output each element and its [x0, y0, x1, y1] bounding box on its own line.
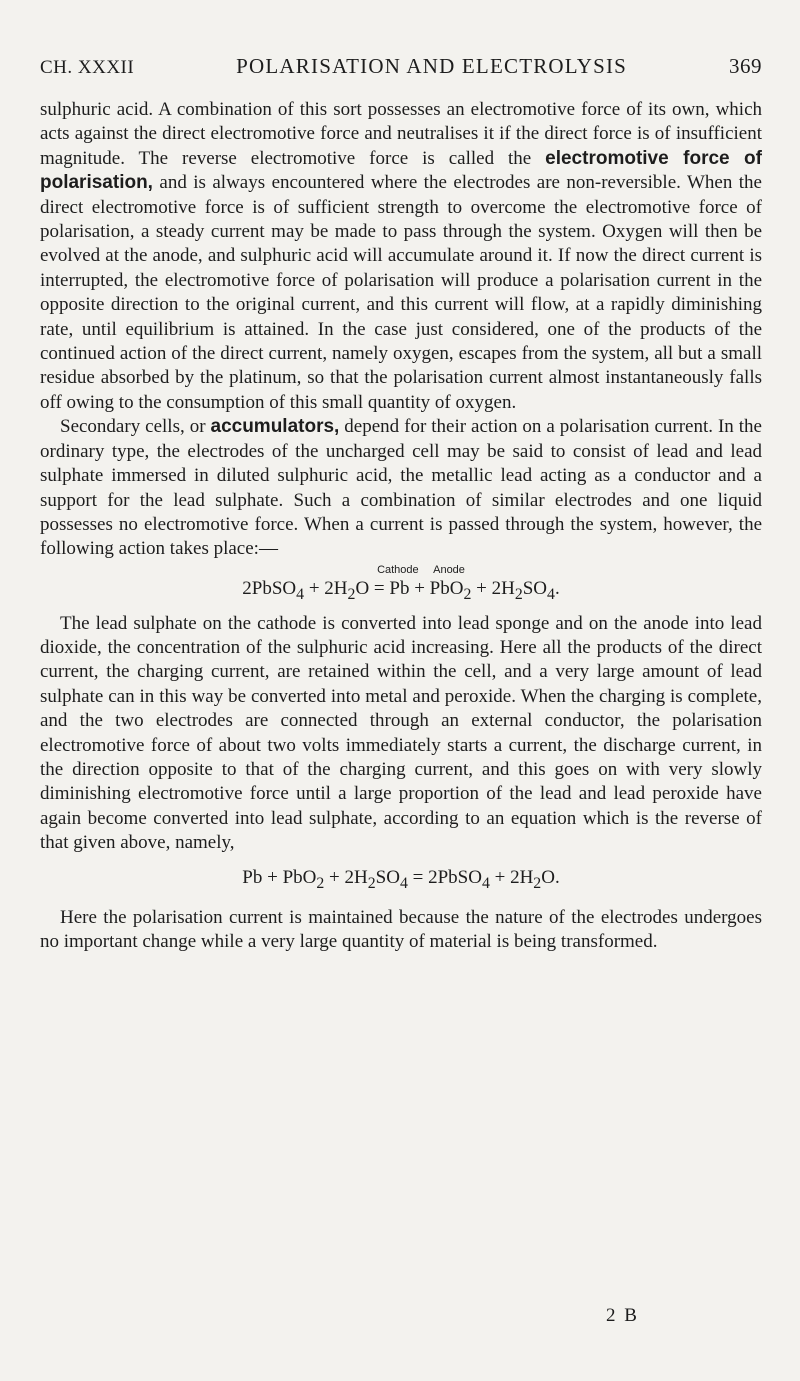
discharge-equation: [40, 866, 762, 896]
paragraph-text: Secondary cells, or: [60, 416, 211, 438]
eq-text: SO: [522, 577, 548, 599]
eq-subscript: 2: [514, 585, 523, 603]
charging-equation: [40, 576, 762, 608]
paragraph-text: depend for their action on a polarisation current. In the ordinary type, the electrodes of the uncharged cell may be said to consist of lead and lead sulphate immersed in diluted sulphuric acid, the metallic lead acting as a conductor and a support for the lead sulphate. Such a combination of similar electrodes and one liquid possesses no electromotive force. When a current is passed through the system, however, the following action takes place:—: [40, 416, 762, 560]
eq-text: 2PbSO: [242, 577, 297, 599]
eq-text: O.: [541, 866, 560, 888]
eq-text: O = Pb + PbO: [355, 577, 464, 599]
anode-label: Anode: [433, 563, 465, 576]
eq-text: .: [554, 577, 560, 599]
charging-equation-block: [40, 564, 762, 608]
paragraph-text: and is always encountered where the electrodes are non-reversible. When the direct electromotive force is of sufficient strength to overcome the electromotive force of polarisation, a steady current may be made to pass through the system. Oxygen will then be evolved at the anode, and sulphuric acid will accumulate around it. If now the direct current is interrupted, the electromotive force of polarisation will produce a polarisation current in the opposite direction to the original current, and this current will flow, at a rapidly diminishing rate, until equilibrium is attained. In the case just considered, one of the products of the continued action of the direct current, namely oxygen, escapes from the system, all but a small residue absorbed by the platinum, so that the polarisation current almost instantaneously falls off owing to the consumption of this small quantity of oxygen.: [40, 172, 762, 413]
eq-subscript: 4: [481, 874, 490, 892]
paragraph-maintained: Here the polarisation current is maintained because the nature of the electrodes undergoes no important change while a very large quantity of material is being transformed.: [40, 906, 762, 953]
eq-text: + 2H: [324, 866, 368, 888]
eq-subscript: 4: [399, 874, 408, 892]
eq-text: = 2PbSO: [407, 866, 482, 888]
eq-subscript: 4: [296, 585, 305, 603]
term-electromotive-force-of-polarisation: electromotive force of polarisation,: [40, 147, 762, 194]
eq-text: + 2H: [489, 866, 534, 888]
eq-subscript: 2: [463, 585, 472, 603]
page-number: 369: [728, 54, 762, 78]
eq-text: Pb + PbO: [242, 866, 317, 888]
signature-mark: 2 B: [606, 1305, 639, 1326]
running-title: POLARISATION AND ELECTROLYSIS: [236, 54, 628, 78]
eq-text: + 2H: [304, 577, 348, 599]
eq-subscript: 4: [547, 585, 555, 603]
eq-text: SO: [375, 866, 400, 888]
term-accumulators: accumulators,: [210, 416, 340, 438]
page-body: [40, 98, 762, 955]
paragraph-charging: The lead sulphate on the cathode is converted into lead sponge and on the anode into lead dioxide, the concentration of the sulphuric acid increasing. Here all the products of the direct current, the charging current, are retained within the cell, and a very large amount of lead sulphate can in this way be converted into metal and peroxide. When the charging is complete, and the two electrodes are connected through an external conductor, the polarisation electromotive force of about two volts immediately starts a current, the discharge current, in the direction opposite to that of the charging current, and this goes on with very slowly diminishing electromotive force until a large proportion of the lead and lead peroxide have again become converted into lead sulphate, according to an equation which is the reverse of that given above, namely,: [40, 612, 762, 854]
cathode-label: Cathode: [377, 563, 419, 576]
eq-text: + 2H: [471, 577, 515, 599]
chapter-label: CH. XXXII: [40, 57, 135, 78]
eq-subscript: 2: [533, 874, 542, 892]
eq-subscript: 2: [316, 874, 325, 892]
paragraph-polarisation: [40, 98, 762, 415]
paragraph-text: sulphuric acid. A combination of this sort possesses an electromotive force of its own, which acts against the direct electromotive force and neutralises it if the direct force is of insufficient magnitude. The reverse electromotive force is called the: [40, 99, 762, 169]
running-header: [40, 54, 762, 79]
eq-subscript: 2: [347, 585, 356, 603]
electrode-labels: [40, 564, 762, 576]
eq-subscript: 2: [367, 874, 376, 892]
paragraph-accumulators: [40, 415, 762, 561]
